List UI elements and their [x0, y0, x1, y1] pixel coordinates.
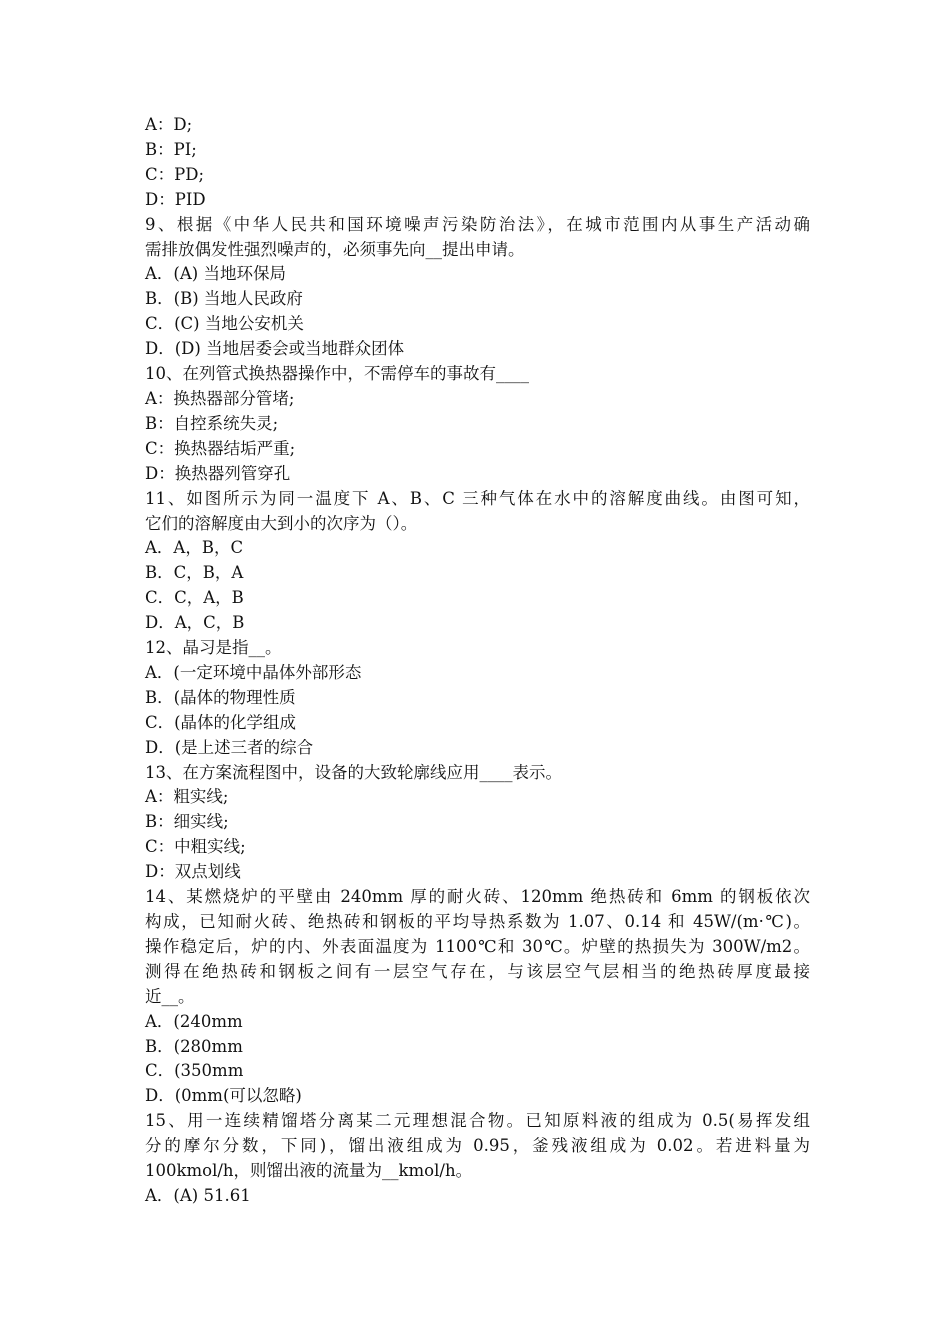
option-line: B：PI;: [145, 139, 197, 159]
option-line: C．(晶体的化学组成: [145, 712, 297, 732]
option-line: D：换热器列管穿孔: [145, 463, 291, 483]
option-line: A．(一定环境中晶体外部形态: [145, 662, 362, 682]
option-line: C：中粗实线;: [145, 837, 246, 857]
question-15-line: 15、用一连续精馏塔分离某二元理想混合物。已知原料液的组成为 0.5(易挥发组: [145, 1111, 810, 1131]
option-line: B．(280mm: [145, 1036, 243, 1056]
option-line: D．(0mm(可以忽略): [145, 1086, 302, 1106]
question-14-line: 14、某燃烧炉的平壁由 240mm 厚的耐火砖、120mm 绝热砖和 6mm 的钢板依次: [145, 887, 810, 907]
option-line: A：换热器部分管堵;: [145, 388, 295, 408]
option-line: D：PID: [145, 189, 206, 209]
option-line: C．(350mm: [145, 1061, 244, 1081]
question-14-line: 近__。: [145, 986, 195, 1006]
question-12-line: 12、晶习是指__。: [145, 638, 282, 658]
question-13-line: 13、在方案流程图中，设备的大致轮廓线应用____表示。: [145, 762, 562, 782]
question-9-line: 需排放偶发性强烈噪声的，必须事先向__提出申请。: [145, 239, 525, 259]
question-11-line: 它们的溶解度由大到小的次序为（）。: [145, 513, 418, 533]
option-line: A：D;: [145, 115, 193, 134]
option-line: B：细实线;: [145, 812, 229, 832]
option-line: A．A，B，C: [145, 538, 244, 558]
option-line: D．(D) 当地居委会或当地群众团体: [145, 339, 405, 359]
option-line: A．(A) 当地环保局: [145, 264, 286, 284]
question-10-line: 10、在列管式换热器操作中，不需停车的事故有____: [145, 364, 529, 384]
option-line: B．(B) 当地人民政府: [145, 289, 303, 309]
option-line: B．(晶体的物理性质: [145, 687, 296, 707]
option-line: A．(A) 51.61: [145, 1185, 251, 1205]
option-line: D．(是上述三者的综合: [145, 737, 314, 757]
option-line: B：自控系统失灵;: [145, 413, 279, 433]
question-14-line: 操作稳定后，炉的内、外表面温度为 1100℃和 30℃。炉壁的热损失为 300W/m2。: [145, 936, 810, 956]
question-14-line: 测得在绝热砖和钢板之间有一层空气存在，与该层空气层相当的绝热砖厚度最接: [145, 961, 810, 981]
question-15-line: 100kmol/h，则馏出液的流量为__kmol/h。: [145, 1161, 473, 1181]
question-14-line: 构成，已知耐火砖、绝热砖和钢板的平均导热系数为 1.07、0.14 和 45W/(m·℃)。: [145, 912, 810, 931]
document-page: [145, 113, 810, 1209]
option-line: A：粗实线;: [145, 787, 229, 807]
question-11-line: 11、如图所示为同一温度下 A、B、C 三种气体在水中的溶解度曲线。由图可知，: [145, 488, 810, 508]
option-line: C．C，A，B: [145, 588, 244, 608]
option-line: D：双点划线: [145, 862, 241, 882]
option-line: C：PD;: [145, 164, 205, 184]
option-line: B．C，B，A: [145, 563, 244, 583]
option-line: D．A，C，B: [145, 613, 245, 633]
option-line: A．(240mm: [145, 1011, 243, 1031]
option-line: C．(C) 当地公安机关: [145, 314, 304, 334]
question-15-line: 分的摩尔分数，下同)，馏出液组成为 0.95，釜残液组成为 0.02。若进料量为: [145, 1136, 810, 1156]
question-9-line: 9、根据《中华人民共和国环境噪声污染防治法》，在城市范围内从事生产活动确: [145, 214, 810, 234]
option-line: C：换热器结垢严重;: [145, 438, 296, 458]
